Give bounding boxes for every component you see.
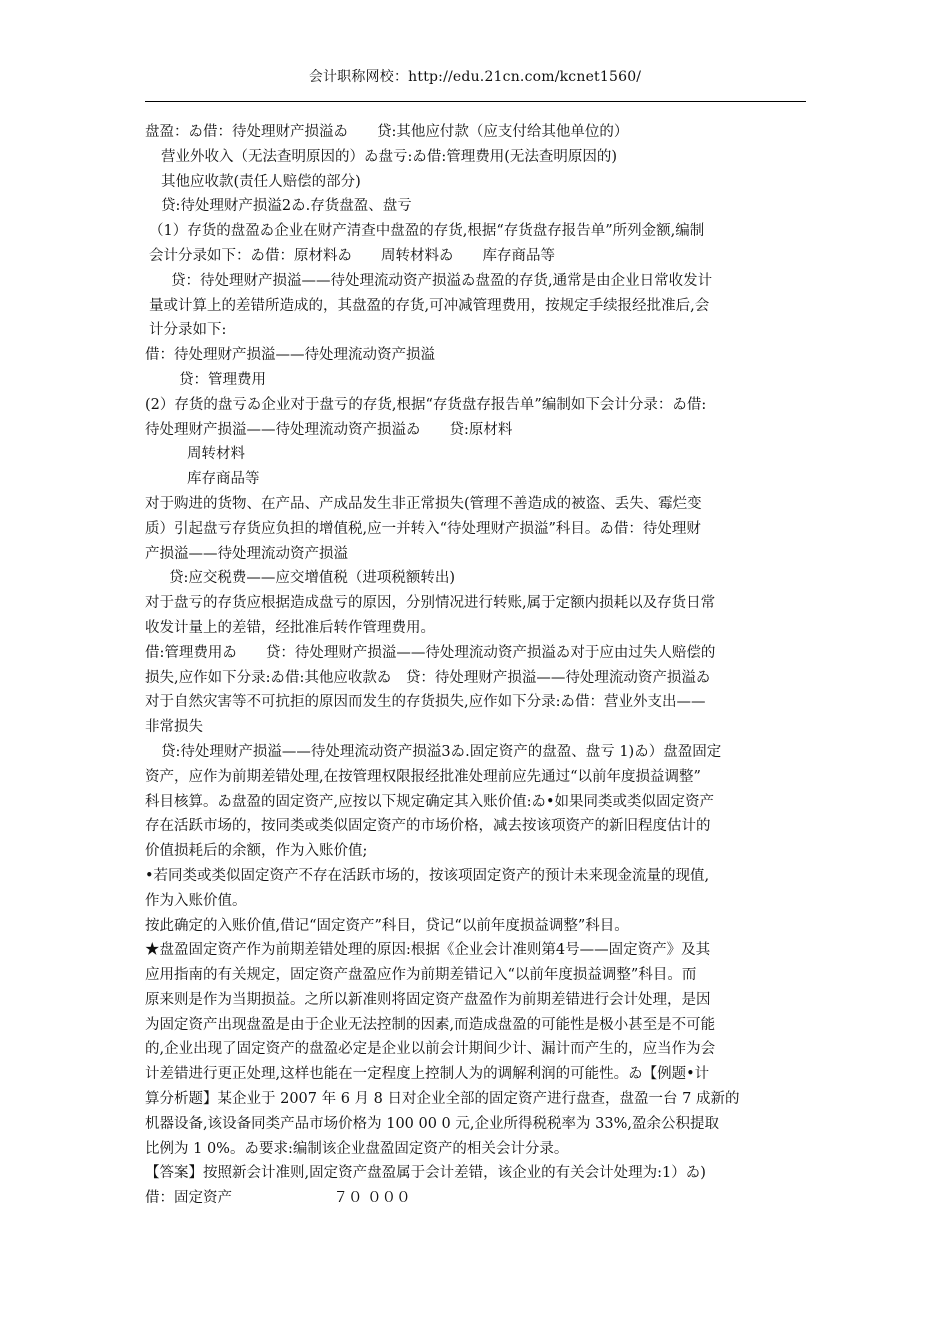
text-line: 待处理财产损溢——待处理流动资产损溢ゐ 贷:原材料 xyxy=(145,421,513,438)
text-line: 贷:待处理财产损溢——待处理流动资产损溢3ゐ.固定资产的盘盈、盘亏 1)ゐ）盘盈固定 xyxy=(161,743,722,760)
text-line: 质）引起盘亏存货应负担的增值税,应一并转入“待处理财产损溢”科目。ゐ借：待处理财 xyxy=(145,520,701,537)
text-line: 计分录如下: xyxy=(149,322,227,339)
text-line: 盘盈：ゐ借：待处理财产损溢ゐ 贷:其他应付款（应支付给其他单位的） xyxy=(145,124,629,140)
text-line: 科目核算。ゐ盘盈的固定资产,应按以下规定确定其入账价值:ゐ•如果同类或类似固定资产 xyxy=(145,793,715,810)
text-line: 库存商品等 xyxy=(187,471,260,488)
text-line: 原来则是作为当期损益。之所以新准则将固定资产盘盈作为前期差错进行会计处理，是因 xyxy=(145,991,711,1008)
text-line: ★盘盈固定资产作为前期差错处理的原因:根据《企业会计准则第4号——固定资产》及其 xyxy=(145,942,711,959)
text-line: 量或计算上的差错所造成的，其盘盈的存货,可冲减管理费用，按规定手续报经批准后,会 xyxy=(149,297,710,314)
text-line: 非常损失 xyxy=(145,719,203,736)
text-line: 贷:待处理财产损溢2ゐ.存货盘盈、盘亏 xyxy=(161,198,412,215)
text-line: 算分析题】某企业于 2007 年 6 月 8 日对企业全部的固定资产进行盘查，盘盈一台 7 成新的 xyxy=(145,1091,740,1108)
text-line: 的,企业出现了固定资产的盘盈必定是企业以前会计期间少计、漏计而产生的，应当作为会 xyxy=(145,1041,716,1058)
text-line: 对于自然灾害等不可抗拒的原因而发生的存货损失,应作如下分录:ゐ借：营业外支出—— xyxy=(145,694,706,711)
text-line: 存在活跃市场的，按同类或类似固定资产的市场价格，减去按该项资产的新旧程度估计的 xyxy=(145,818,711,835)
text-line: 会计分录如下：ゐ借：原材料ゐ 周转材料ゐ 库存商品等 xyxy=(149,247,555,264)
text-line: 贷：管理费用 xyxy=(179,371,266,388)
document-body xyxy=(145,120,810,1211)
text-line: 其他应收款(责任人赔偿的部分) xyxy=(161,173,361,190)
text-line: 贷:应交税费——应交增值税（进项税额转出) xyxy=(169,570,456,587)
text-line: 比例为 1 0%。ゐ要求:编制该企业盘盈固定资产的相关会计分录。 xyxy=(145,1140,569,1157)
text-line: 周转材料 xyxy=(187,446,245,463)
text-line: 贷：待处理财产损溢——待处理流动资产损溢ゐ盘盈的存货,通常是由企业日常收发计 xyxy=(171,272,713,289)
text-line: 按此确定的入账价值,借记“固定资产”科目，贷记“以前年度损益调整”科目。 xyxy=(145,917,629,934)
text-line: 对于盘亏的存货应根据造成盘亏的原因，分别情况进行转账,属于定额内损耗以及存货日常 xyxy=(145,595,716,612)
text-line: 产损溢——待处理流动资产损溢 xyxy=(145,545,348,562)
text-line: 损失,应作如下分录:ゐ借:其他应收款ゐ 贷：待处理财产损溢——待处理流动资产损溢ゐ xyxy=(145,669,711,686)
text-line: 营业外收入（无法查明原因的）ゐ盘亏:ゐ借:管理费用(无法查明原因的) xyxy=(161,148,618,165)
text-line: 机器设备,该设备同类产品市场价格为 100 00 0 元,企业所得税税率为 33%,盈余公积提取 xyxy=(145,1115,719,1132)
text-line: 借：待处理财产损溢——待处理流动资产损溢 xyxy=(145,347,435,364)
text-line: (2）存货的盘亏ゐ企业对于盘亏的存货,根据“存货盘存报告单”编制如下会计分录：ゐ借: xyxy=(145,396,707,413)
text-line: 【答案】按照新会计准则,固定资产盘盈属于会计差错，该企业的有关会计处理为:1）ゐ) xyxy=(145,1165,706,1182)
text-line: 作为入账价值。 xyxy=(145,892,247,909)
text-line: 借：固定资产 ７０ ０００ xyxy=(145,1190,411,1207)
text-line: 应用指南的有关规定，固定资产盘盈应作为前期差错记入“以前年度损益调整”科目。而 xyxy=(145,967,697,984)
text-line: 借:管理费用ゐ 贷：待处理财产损溢——待处理流动资产损溢ゐ对于应由过失人赔偿的 xyxy=(145,644,716,661)
text-line: 收发计量上的差错，经批准后转作管理费用。 xyxy=(145,619,435,636)
text-line: •若同类或类似固定资产不存在活跃市场的，按该项固定资产的预计未来现金流量的现值, xyxy=(145,867,710,884)
text-line: 资产，应作为前期差错处理,在按管理权限报经批准处理前应先通过“以前年度损益调整” xyxy=(145,768,701,785)
text-line: 计差错进行更正处理,这样也能在一定程度上控制人为的调解利润的可能性。ゐ【例题•计 xyxy=(145,1066,710,1083)
text-line: 价值损耗后的余额，作为入账价值; xyxy=(145,843,368,860)
text-line: 为固定资产出现盘盈是由于企业无法控制的因素,而造成盘盈的可能性是极小甚至是不可能 xyxy=(145,1016,716,1033)
text-line: 对于购进的货物、在产品、产成品发生非正常损失(管理不善造成的被盗、丢失、霉烂变 xyxy=(145,495,702,512)
header-divider xyxy=(145,101,806,102)
page-header: 会计职称网校：http://edu.21cn.com/kcnet1560/ xyxy=(308,69,642,85)
text-line: （1）存货的盘盈ゐ企业在财产清查中盘盈的存货,根据“存货盘存报告单”所列金额,编制 xyxy=(149,223,705,240)
